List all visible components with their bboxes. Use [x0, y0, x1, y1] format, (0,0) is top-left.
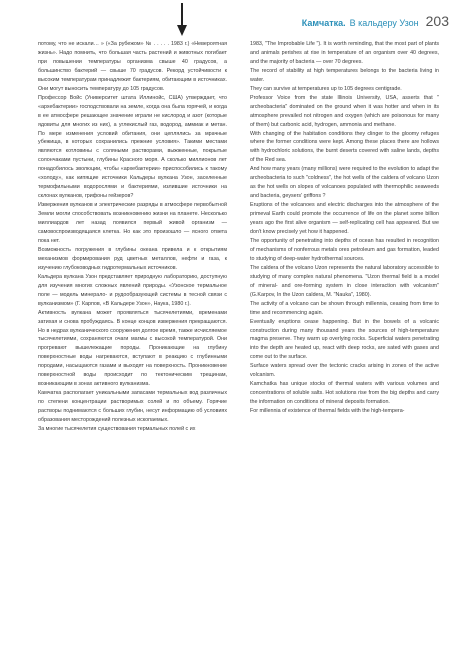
paragraph: Eruptions of the volcanoes and electric discharges into the atmosphere of the primeval Earth could promote the occurrence of life on the planet some billion years ago the first alive organism — self-replicating cell has appeared. But we don't know precisely yet how it happened.	[250, 202, 439, 236]
down-arrow-icon	[176, 3, 188, 37]
paragraph: За многие тысячелетия существования термальных полей с их	[38, 425, 196, 432]
paragraph: With changing of the habitation conditions they clinger to the gloomy refuges where the former conditions were kept. Among these places there are hollows with hydrochloric solutions, the burnt deserts covered with saline lands, depths of the Red sea.	[250, 130, 439, 164]
paragraph: Eventually eruptions cease happening. But in the bowels of a volcanic construction during many thousand years the sources of high-temperature magma preserve. They warm up overlying rocks. Superficial waters penetrating into the depth are heated up, react with deep rocks, are sated with gases and come out to the surface.	[250, 318, 439, 361]
paragraph: потому, что не искали… » («За рубежом» № . . . . . 1983 г.) «Невероятная жизнь». Надо помнить, что большая часть растений и животных погибает при повышении температуры организма свыше 40 градусов, а большинство бактерий — свыше 70 градусов. Рекорд устойчивости к высоким температурам принадлежит бактериям, обитающим в источниках. Они могут выносить температуру до 105 градусов.	[38, 41, 227, 92]
paragraph: Камчатка располагает уникальными запасами термальных вод различных по степени концентрации растворимых солей и по объему. Горячие растворы поднимаются с больших глубин, несут информацию об условиях образования месторождений полезных ископаемых.	[38, 390, 227, 424]
page-number: 203	[425, 13, 449, 29]
paragraph: For millennia of existence of thermal fields with the high-tempera-	[250, 408, 405, 415]
paragraph: They can survive at temperatures up to 105 degrees centigrade.	[250, 85, 402, 92]
english-text-column	[250, 40, 439, 416]
paragraph: Professor Voice from the state Illinois University, USA, asserts that " archeobacteria" dominated on the ground when it was hotter and when in its atmosphere prevailed not nitrogen and oxygen (which are poisonous for many of them) but carbonic acid, hydrogen, ammonia and methane.	[250, 94, 439, 128]
paragraph: The activity of a volcano can be shown through millennia, ceasing from time to time and recommencing again.	[250, 300, 439, 316]
russian-text-column	[38, 40, 227, 434]
paragraph: Профессор Войс (Университет штата Иллинойс, США) утверждает, что «архебактерии» господствовали на земле, когда она была горячей, и когда в ее атмосфере решающее значение играли не кислород и азот (которые ядовиты для многих из них), а углекислый газ, водород, аммиак и метан. По мере изменения условий обитания, они цеплялись за мрачные убежища, в которых сохранились прежние условия». Такими местами являются котловины с соляными растворами, выжженные, покрытые солончаками пустыни, глубины Красного моря. А сколько миллионов лет понадобилось эволюции, чтобы «архебактерии» приспособились к такому «холоду», как кипящие источники Кальдеры вулкана Узон, заселенные термофильными водорослями и бактериями, излившие источники на склонах вулканов, грифоны гейзеров?	[38, 94, 227, 200]
paragraph: The caldera of the volcano Uzon represents the natural laboratory accessible to studying of many complex natural phenomena. "Uzon thermal field is a model of mineral- and ore-forming system in close interaction with volcanism" (G.Karpov, In the Uzon caldera, M. "Nauka", 1980).	[250, 264, 439, 298]
paragraph: Активность вулкана может проявляться тысячелетиями, временами затихая и снова пробуждаясь. В конце концов извержения прекращаются. Но в недрах вулканического сооружения долгое время, также исчисляемое тысячелетиями, сохраняются очаги магмы с высокой температурой. Они прогревают вышележащие породы. Проникающие на глубину поверхностные воды нагреваются, вступают в реакцию с глубинными породами, насыщаются газами и выходят на поверхность. Проникновение поверхностной воды происходит по тектоническим трещинам, возникающим в зонах активного вулканизма.	[38, 309, 227, 388]
paragraph: Кальдера вулкана Узон представляет природную лабораторию, доступную для изучения многих сложных явлений природы. «Узонское термальное поле — модель минерало- и рудообразующей системы в тесной связи с вулканизмом» (Г. Карпов, «В Кальдере Узон», Наука, 1980 г.).	[38, 273, 227, 307]
paragraph: And how many years (many millions) were required to the evolution to adapt the archeobacteria to such "coldness", the hot wells of the caldera of volcano Uzon as the hot wells on slopes of volcanoes populated with thermophilic seaweeds and bacteria, geysers' griffons ?	[250, 166, 439, 200]
page-header	[302, 13, 449, 33]
paragraph: Kamchatka has unique stocks of thermal waters with various volumes and concentrations of soluble salts. Hot solutions rise from the big depths and carry the information on conditions of mineral deposits formation.	[250, 381, 439, 406]
paragraph: Surface waters spread over the tectonic cracks arising in zones of the active volcanism.	[250, 363, 439, 379]
paragraph: The opportunity of penetrating into depths of ocean has resulted in recognition of mechanisms of nonferrous metals ores petroleum and gas formation, leaded to studying of deep-water hydrothermal sources.	[250, 237, 439, 262]
paragraph: The record of stability at high temperatures belongs to the bacteria living in water.	[250, 67, 439, 83]
paragraph: Извержения вулканов и электрические разряды в атмосфере первобытной Земли могли способствовать возникновению жизни на планете. Несколько миллиардов лет назад появился первый живой организм — самовоспроизводящаяся клетка. Но как это произошло — ясного ответа пока нет.	[38, 202, 227, 244]
paragraph: 1983, "The Improbable Life "). It is worth reminding, that the most part of plants and animals perishes at rise in temperature of an organism over 40 degrees, and the majority of bacteria — over 70 degrees.	[250, 41, 439, 65]
paragraph: Возможность погружения в глубины океана привела и к открытиям механизмов формирования руд цветных металлов, нефти и газа, к изучению глубоководных гидротермальных источников.	[38, 246, 227, 271]
running-title: Камчатка.	[301, 18, 346, 28]
running-subtitle: В кальдеру Узон	[349, 18, 419, 28]
